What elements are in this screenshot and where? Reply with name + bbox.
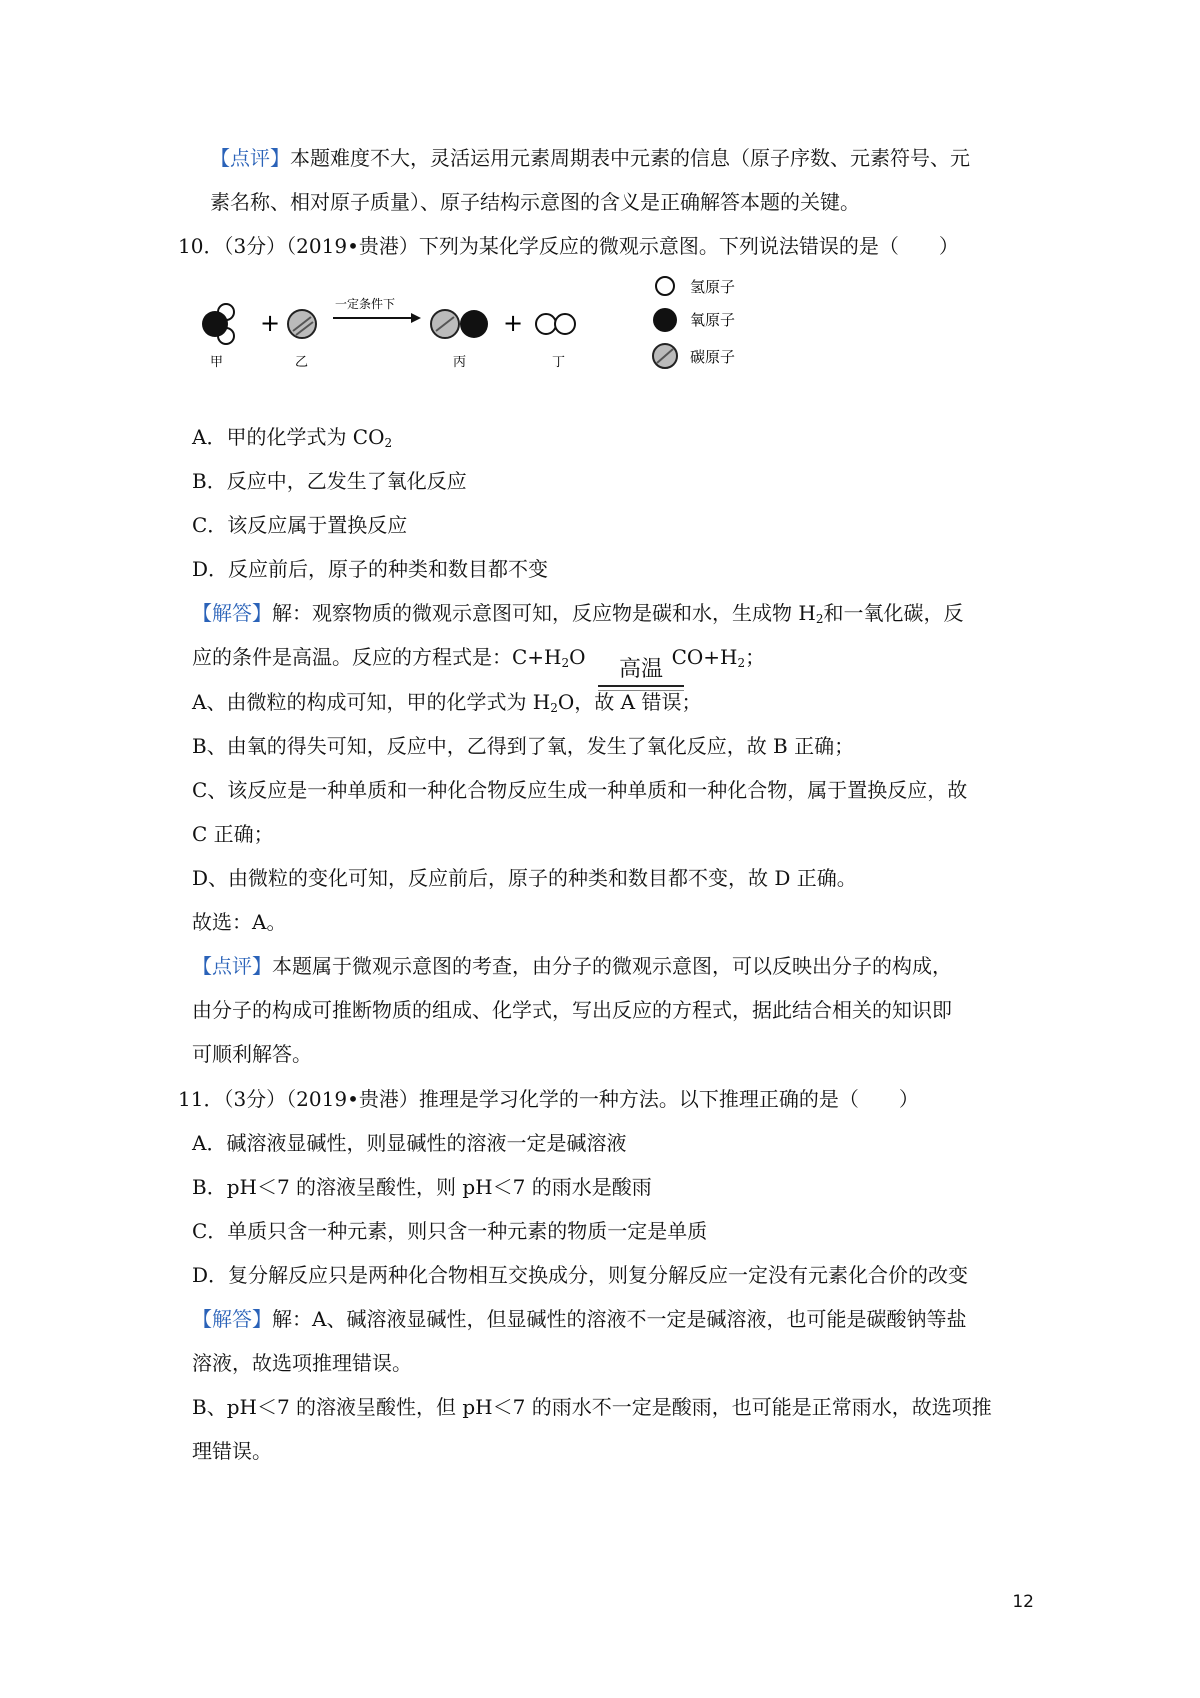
comment-text: 本题难度不大，灵活运用元素周期表中元素的信息（原子序数、元素符号、元 xyxy=(290,146,970,170)
legend xyxy=(653,277,735,368)
molecule-bing xyxy=(431,310,488,338)
q10-answer-line2: 应的条件是高温。反应的方程式是：$C+H_2O$ $CO+H_2$； xyxy=(192,645,766,670)
q10-option-b: B．反应中，乙发生了氧化反应 xyxy=(192,469,467,493)
q11-option-d: D．复分解反应只是两种化合物相互交换成分，则复分解反应一定没有元素化合价的改变 xyxy=(192,1263,969,1287)
q11-answer-line4: 理错误。 xyxy=(192,1439,272,1463)
label-ding: 丁 xyxy=(552,355,566,370)
comment-tag: 【点评】 xyxy=(192,954,272,978)
q11-option-b: B．pH＜7 的溶液呈酸性，则 pH＜7 的雨水是酸雨 xyxy=(192,1175,652,1199)
q10-answer-c1: C、该反应是一种单质和一种化合物反应生成一种单质和一种化合物，属于置换反应，故 xyxy=(192,778,968,802)
q10-answer-c2: C 正确； xyxy=(192,822,274,846)
q10-answer-a: A、由微粒的构成可知，甲的化学式为 $H_2O$，故 A 错误； xyxy=(192,690,702,715)
q10-answer-b: B、由氧的得失可知，反应中，乙得到了氧，发生了氧化反应，故 B 正确； xyxy=(192,734,855,758)
q10-option-d: D．反应前后，原子的种类和数目都不变 xyxy=(192,557,549,581)
label-jia: 甲 xyxy=(210,355,224,370)
answer-tag: 【解答】 xyxy=(192,1307,272,1331)
molecule-ding xyxy=(536,314,575,334)
q10-answer-d: D、由微粒的变化可知，反应前后，原子的种类和数目都不变，故 D 正确。 xyxy=(192,866,857,890)
q10-answer-choose: 故选：A。 xyxy=(192,910,287,934)
plus-sign-1: + xyxy=(260,309,281,337)
page-number: 12 xyxy=(1012,1592,1034,1612)
reaction-diagram xyxy=(210,278,845,408)
q10-comment-line2: 由分子的构成可推断物质的组成、化学式，写出反应的方程式，据此结合相关的知识即 xyxy=(192,998,952,1022)
q10-comment-line1: 【点评】本题属于微观示意图的考查，由分子的微观示意图，可以反映出分子的构成， xyxy=(192,954,952,978)
answer-tag: 【解答】 xyxy=(192,601,272,625)
q11-answer-line1: 【解答】解：A、碱溶液显碱性，但显碱性的溶液不一定是碱溶液，也可能是碳酸钠等盐 xyxy=(192,1307,967,1331)
legend-hydrogen-icon xyxy=(656,277,674,295)
legend-carbon: 碳原子 xyxy=(690,348,736,366)
equation-condition: 高温 xyxy=(618,657,663,682)
arrow-label: 一定条件下 xyxy=(334,297,396,311)
q11-answer-line3: B、pH＜7 的溶液呈酸性，但 pH＜7 的雨水不一定是酸雨，也可能是正常雨水，故选项推 xyxy=(192,1395,992,1419)
equation-bar xyxy=(598,685,684,687)
q10-stem: 10．（3分）（2019•贵港）下列为某化学反应的微观示意图。下列说法错误的是（ ） xyxy=(178,234,959,258)
plus-sign-2: + xyxy=(503,309,524,337)
molecule-yi xyxy=(288,310,316,338)
legend-hydrogen: 氢原子 xyxy=(690,278,736,296)
legend-oxygen: 氧原子 xyxy=(690,311,736,329)
q11-answer-line2: 溶液，故选项推理错误。 xyxy=(192,1351,412,1375)
q10-option-a: A．甲的化学式为 $CO_2$ xyxy=(192,425,393,450)
q11-stem: 11．（3分）（2019•贵港）推理是学习化学的一种方法。以下推理正确的是（ ） xyxy=(178,1087,919,1111)
legend-oxygen-icon xyxy=(653,308,677,332)
molecule-jia xyxy=(202,304,234,344)
label-bing: 丙 xyxy=(453,355,467,370)
q10-option-c: C．该反应属于置换反应 xyxy=(192,513,408,537)
comment-tag: 【点评】 xyxy=(210,146,290,170)
prev-comment-line2: 素名称、相对原子质量）、原子结构示意图的含义是正确解答本题的关键。 xyxy=(210,190,860,214)
prev-comment-line1 xyxy=(210,146,970,170)
q10-comment-line3: 可顺利解答。 xyxy=(192,1042,312,1066)
reaction-arrow xyxy=(333,296,421,323)
label-yi: 乙 xyxy=(295,355,309,370)
q11-option-c: C．单质只含一种元素，则只含一种元素的物质一定是单质 xyxy=(192,1219,708,1243)
q11-option-a: A．碱溶液显碱性，则显碱性的溶液一定是碱溶液 xyxy=(192,1131,627,1155)
q10-answer-line1: 【解答】解：观察物质的微观示意图可知，反应物是碳和水，生成物 $H_2$和一氧化碳，反 xyxy=(192,601,964,626)
